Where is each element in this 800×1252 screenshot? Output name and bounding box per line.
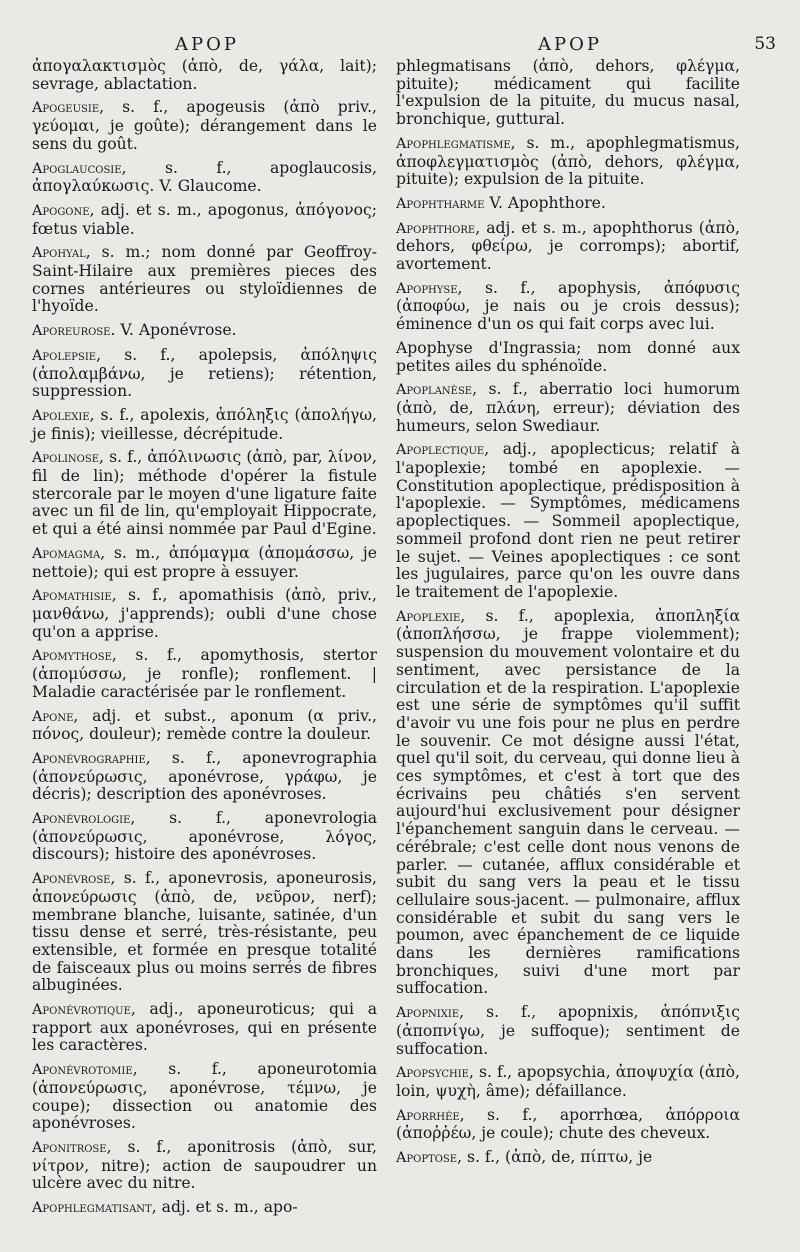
entry-definition: , s. f., aponevrographia (ἀπονεύρωσις, aponévrose, γράφω, je décris); description des aponévroses. <box>32 748 377 804</box>
entry-definition: , s. f., apopnixis, ἀπόπνιξις (ἀποπνίγω, je suffoque); sentiment de suffocation. <box>396 1003 740 1058</box>
entry-headword: Apohyal <box>32 245 86 262</box>
entry-definition: , s. f., aponitrosis (ἀπὸ, sur, νίτρον, nitre); action de saupoudrer un ulcère avec du nitre. <box>32 1137 377 1193</box>
dictionary-entry <box>396 195 740 214</box>
dictionary-entry <box>32 545 377 581</box>
dictionary-entry <box>32 160 377 196</box>
entry-headword: Aponévrose <box>32 871 111 888</box>
dictionary-entry <box>396 381 740 435</box>
entry-headword: Apoglaucosie <box>32 160 122 177</box>
entry-definition: Apophyse d'Ingrassia; nom donné aux petites ailes du sphénoïde. <box>396 338 740 375</box>
entry-headword: Apoptose <box>396 1150 458 1167</box>
entry-definition: , s. m.; nom donné par Geoffroy-Saint-Hilaire aux premières pieces des cornes antérieures ou styloïdiennes de l'hyoïde. <box>32 243 377 316</box>
entry-definition: , adj. et s. m., apogonus, ἀπόγονος; fœtus viable. <box>32 200 377 238</box>
dictionary-entry <box>396 1004 740 1058</box>
dictionary-entry <box>32 58 377 93</box>
dictionary-entry <box>396 1064 740 1100</box>
dictionary-entry <box>396 135 740 189</box>
entry-definition: , adj., aponeuroticus; qui a rapport aux aponévroses, qui en présente les caractères. <box>32 1000 377 1055</box>
entry-headword: Apopsychie <box>396 1065 469 1082</box>
entry-headword: Apophlegmatisant <box>32 1200 152 1217</box>
entry-definition: , s. m., apophlegmatismus, ἀποφλεγματισμὸς (ἀπὸ, dehors, φλέγμα, pituite); expulsion de la pituite. <box>396 133 740 189</box>
entry-definition: , adj. et s. m., apo- <box>151 1198 298 1217</box>
dictionary-entry <box>32 1061 377 1133</box>
entry-headword: Aponitrose <box>32 1139 107 1156</box>
entry-headword: Apophthore <box>396 220 476 237</box>
dictionary-entry <box>32 202 377 238</box>
entry-definition: , s. f., aberratio loci humorum (ἀπὸ, de, πλάνη, erreur); déviation des humeurs, selon Swediaur. <box>396 380 740 435</box>
right-column <box>396 58 740 1174</box>
page-number: 53 <box>754 34 776 54</box>
dictionary-entry <box>32 1139 377 1193</box>
entry-headword: Apoplexie <box>396 608 461 625</box>
dictionary-entry <box>32 1199 377 1218</box>
entry-headword: Apopnixie <box>396 1005 460 1022</box>
dictionary-entry <box>32 587 377 641</box>
dictionary-entry <box>396 608 740 998</box>
entry-definition: , s. f., aporrhœa, ἀπόρροια (ἀποῤῥέω, je coule); chute des cheveux. <box>396 1105 740 1143</box>
entry-headword: Apoplectique <box>396 442 485 459</box>
entry-headword: Apomythose <box>32 648 112 665</box>
entry-definition: V. Apophthore. <box>484 193 606 212</box>
entry-headword: Apophyse <box>396 280 458 297</box>
entry-definition: , s. f., ἀπόλινωσις (ἀπὸ, par, λίνον, fil de lin); méthode d'opérer la fistule stercorale par le moyen d'une ligature faite avec un fil de lin, qu'employait Hippocrate, et qui a été ainsi nommée par Paul d'Egine. <box>32 448 377 539</box>
entry-definition: , s. f., apophysis, ἀπόφυσις (ἀποφύω, je nais ou je crois dessus); éminence d'un os qui fait corps avec lui. <box>396 278 740 334</box>
entry-headword: Apolexie <box>32 407 90 424</box>
entry-definition: , s. f., aponeurotomia (ἀπονεύρωσις, aponévrose, τέμνω, je coupe); dissection ou anatomie des aponévroses. <box>32 1060 377 1133</box>
entry-headword: Aponévrologie <box>32 811 131 828</box>
entry-definition: , s. f., apogeusis (ἀπὸ priv., γεύομαι, je goûte); dérangement dans le sens du goût. <box>32 98 377 153</box>
entry-definition: , s. f., (ἀπὸ, de, πίπτω, je <box>457 1148 653 1167</box>
entry-headword: Apolinose <box>32 450 100 467</box>
dictionary-entry <box>32 750 377 804</box>
dictionary-entry <box>396 441 740 601</box>
left-running-head: APOP <box>175 34 239 55</box>
entry-headword: Apogone <box>32 202 90 219</box>
dictionary-entry <box>32 322 377 341</box>
entry-definition: , s. f., apoplexia, ἀποπληξία (ἀποπλήσσω, je frappe violemment); suspension du mouvement volontaire et du sentiment, avec persistance de la circulation et de la respiration. L'apoplexie est une série de symptômes qu'il suffit d'avoir vu une fois pour ne plus en perdre le souvenir. Ce mot désigne aussi l'état, quel qu'il soit, du cerveau, qui donne lieu à ces symptômes, et c'est à tort que des écrivains peu châtiés s'en servent aujourd'hui exclusivement pour désigner l'épanchement sanguin dans le cerveau. — cérébrale; c'est celle dont nous venons de parler. — cutanée, afflux considérable et subit du sang vers la peau et le tissu cellulaire sous-jacent. — pulmonaire, afflux considérable et subit du sang vers le poumon, avec épanchement de ce liquide dans les dernières ramifications bronchiques, suivi d'une mort par suffocation. <box>396 606 740 998</box>
entry-headword: Apophlegmatisme <box>396 135 511 152</box>
dictionary-entry <box>32 449 377 539</box>
dictionary-entry <box>32 870 377 995</box>
entry-definition: , s. f., aponevrologia (ἀπονεύρωσις, aponévrose, λόγος, discours); histoire des aponévroses. <box>32 809 377 864</box>
dictionary-entry <box>32 1001 377 1055</box>
entry-headword: Apomathisie <box>32 588 112 605</box>
entry-headword: Apone <box>32 708 74 725</box>
dictionary-entry <box>396 220 740 274</box>
dictionary-entry <box>396 340 740 375</box>
entry-headword: Aporeurose <box>32 323 111 340</box>
entry-headword: Apogeusie <box>32 100 100 117</box>
dictionary-entry <box>396 1107 740 1143</box>
entry-definition: , s. f., apolexis, ἀπόληξις (ἀπολήγω, je finis); vieillesse, décrépitude. <box>32 405 377 443</box>
dictionary-entry <box>396 58 740 129</box>
entry-definition: , s. f., apomythosis, stertor (ἀπομύσσω, je ronfle); ronflement. | Maladie caractérisée par le ronflement. <box>32 646 377 701</box>
dictionary-entry <box>32 347 377 401</box>
entry-definition: . V. Aponévrose. <box>110 321 237 340</box>
entry-headword: Aponévrotomie <box>32 1062 133 1079</box>
entry-definition: phlegmatisans (ἀπὸ, dehors, φλέγμα, pituite); médicament qui facilite l'expulsion de la pituite, du mucus nasal, bronchique, guttural. <box>396 57 740 129</box>
entry-definition: , adj. et subst., aponum (α priv., πόνος, douleur); remède contre la douleur. <box>32 706 377 744</box>
dictionary-entry <box>396 1149 740 1168</box>
dictionary-entry <box>32 708 377 744</box>
dictionary-entry <box>32 810 377 864</box>
entry-definition: , s. f., apomathisis (ἀπὸ, priv., μανθάνω, j'apprends); oubli d'une chose qu'on a apprise. <box>32 586 377 641</box>
entry-headword: Aporrhée <box>396 1107 460 1124</box>
entry-definition: ἀπογαλακτισμὸς (ἀπὸ, de, γάλα, lait); sevrage, ablactation. <box>32 57 377 93</box>
entry-definition: , s. f., apolepsis, ἀπόληψις (ἀπολαμβάνω, je retiens); rétention, suppression. <box>32 345 377 401</box>
entry-headword: Apomagma <box>32 545 101 562</box>
entry-headword: Apophtharme <box>396 195 485 212</box>
left-column <box>32 58 377 1224</box>
entry-definition: , s. m., ἀπόμαγμα (ἀπομάσσω, je nettoie); qui est propre à essuyer. <box>32 543 377 581</box>
dictionary-entry <box>32 244 377 316</box>
entry-headword: Apolepsie <box>32 347 97 364</box>
dictionary-entry <box>32 407 377 443</box>
dictionary-entry <box>32 99 377 153</box>
right-running-head: APOP <box>538 34 602 55</box>
entry-headword: Aponévrographie <box>32 750 146 767</box>
entry-headword: Aponévrotique <box>32 1002 131 1019</box>
entry-definition: , s. f., apoglaucosis, ἀπογλαύκωσις. V. Glaucome. <box>32 158 377 196</box>
entry-definition: , s. f., aponevrosis, aponeurosis, ἀπονεύρωσις (ἀπὸ, de, νεῦρον, nerf); membrane blanche, luisante, satinée, d'un tissu dense et serré, très-résistante, peu extensible, et formée en presque totalité de faisceaux plus ou moins serrés de fibres albuginées. <box>32 869 377 995</box>
entry-definition: , s. f., apopsychia, ἀποψυχία (ἀπὸ, loin, ψυχὴ, âme); défaillance. <box>396 1063 740 1100</box>
entry-definition: , adj. et s. m., apophthorus (ἀπὸ, dehors, φθείρω, je corromps); abortif, avortement. <box>396 218 740 274</box>
dictionary-entry <box>32 647 377 701</box>
entry-headword: Apoplanèse <box>396 382 473 399</box>
dictionary-entry <box>396 280 740 334</box>
entry-definition: , adj., apoplecticus; relatif à l'apoplexie; tombé en apoplexie. — Constitution apoplectique, prédisposition à l'apoplexie. — Symptômes, médicamens apoplectiques. — Sommeil apoplectique, sommeil profond dont rien ne peut retirer le sujet. — Veines apoplectiques : ce sont les jugulaires, parce qu'on les ouvre dans le traitement de l'apoplexie. <box>396 440 740 601</box>
